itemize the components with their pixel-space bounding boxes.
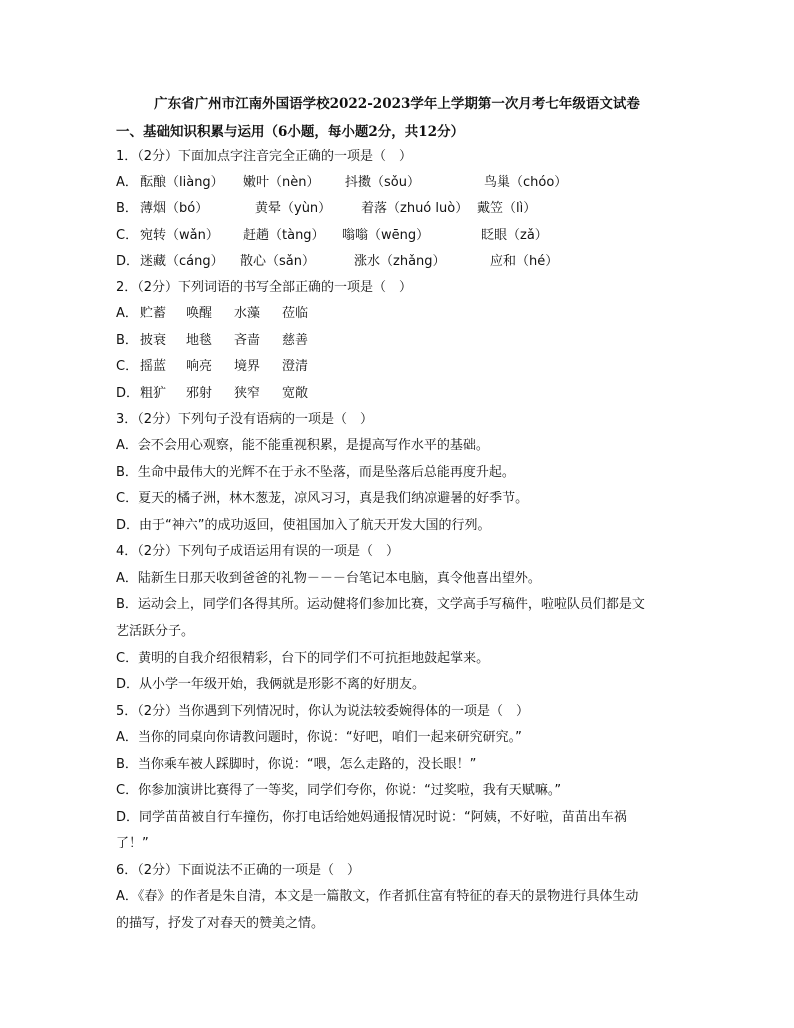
option-item: 酝酿（liàng）: [140, 175, 224, 190]
section-heading: 一、基础知识积累与运用（6小题，每小题2分，共12分）: [116, 124, 465, 140]
question-2-option-a[interactable]: [116, 305, 416, 323]
option-item: 嫩叶（nèn）: [243, 175, 320, 190]
option-item: 应和（hé）: [490, 254, 559, 269]
question-2-option-d[interactable]: [116, 385, 416, 403]
question-1-option-d[interactable]: [116, 253, 676, 271]
question-6-option-a-cont: 的描写，抒发了对春天的赞美之情。: [116, 916, 325, 931]
option-item: 抖擞（sǒu）: [345, 175, 420, 190]
option-item: 慈善: [282, 333, 309, 348]
question-3-option-a[interactable]: A．会不会用心观察，能不能重视积累，是提高写作水平的基础。: [116, 438, 489, 453]
option-item: 眨眼（zǎ）: [481, 228, 548, 243]
option-item: 薄烟（bó）: [140, 201, 209, 216]
option-item: 宽敞: [282, 386, 309, 401]
option-item: 澄清: [282, 359, 309, 374]
question-3-option-c[interactable]: C．夏天的橘子洲，林木葱茏，凉风习习，真是我们纳凉避暑的好季节。: [116, 491, 529, 506]
option-letter: D．: [116, 254, 140, 269]
option-item: 莅临: [282, 306, 309, 321]
question-4-stem: 4．（2分）下列句子成语运用有误的一项是（ ）: [116, 544, 400, 559]
option-item: 赶趟（tàng）: [243, 228, 325, 243]
option-letter: C．: [116, 359, 139, 374]
option-item: 散心（sǎn）: [240, 254, 315, 269]
exam-title: 广东省广州市江南外国语学校2022-2023学年上学期第一次月考七年级语文试卷: [154, 96, 640, 112]
question-1-stem: 1．（2分）下面加点字注音完全正确的一项是（ ）: [116, 149, 413, 164]
question-1-option-c[interactable]: [116, 227, 676, 245]
option-item: 戴笠（lì）: [477, 201, 537, 216]
option-item: 粗犷: [140, 386, 167, 401]
option-item: 地毯: [186, 333, 213, 348]
option-item: 嗡嗡（wēng）: [342, 228, 430, 243]
question-3-stem: 3．（2分）下列句子没有语病的一项是（ ）: [116, 412, 374, 427]
question-5-option-b[interactable]: B．当你乘车被人踩脚时，你说：“喂，怎么走路的，没长眼！”: [116, 757, 477, 772]
question-2-stem: 2．（2分）下列词语的书写全部正确的一项是（ ）: [116, 280, 413, 295]
question-4-option-b-cont: 艺活跃分子。: [116, 624, 195, 639]
option-item: 涨水（zhǎng）: [354, 254, 446, 269]
option-letter: B．: [116, 201, 138, 216]
option-letter: B．: [116, 333, 138, 348]
question-5-stem: 5．（2分）当你遇到下列情况时，你认为说法较委婉得体的一项是（ ）: [116, 704, 530, 719]
option-item: 邪射: [186, 386, 213, 401]
option-item: 唤醒: [186, 306, 213, 321]
option-item: 着落（zhuó luò）: [361, 201, 469, 216]
question-2-option-c[interactable]: [116, 358, 416, 376]
option-letter: A．: [116, 306, 138, 321]
question-1-option-b[interactable]: [116, 200, 676, 218]
question-5-option-a[interactable]: A．当你的同桌向你请教问题时，你说：“好吧，咱们一起来研究研究。”: [116, 730, 522, 745]
option-item: 迷藏（cáng）: [140, 254, 224, 269]
option-letter: D．: [116, 386, 140, 401]
option-letter: C．: [116, 228, 139, 243]
question-4-option-d[interactable]: D．从小学一年级开始，我俩就是形影不离的好朋友。: [116, 677, 426, 692]
option-item: 黄晕（yùn）: [255, 201, 332, 216]
question-5-option-c[interactable]: C．你参加演讲比赛得了一等奖，同学们夸你，你说：“过奖啦，我有天赋嘛。”: [116, 783, 562, 798]
question-3-option-b[interactable]: B．生命中最伟大的光辉不在于永不坠落，而是坠落后总能再度升起。: [116, 465, 515, 480]
question-6-stem: 6．（2分）下面说法不正确的一项是（ ）: [116, 863, 361, 878]
question-4-option-b[interactable]: B．运动会上，同学们各得其所。运动健将们参加比赛，文学高手写稿件，啦啦队员们都是文: [116, 597, 645, 612]
question-4-option-c[interactable]: C．黄明的自我介绍很精彩，台下的同学们不可抗拒地鼓起掌来。: [116, 651, 490, 666]
option-item: 披衰: [140, 333, 167, 348]
option-item: 宛转（wǎn）: [140, 228, 219, 243]
option-item: 吝啬: [234, 333, 261, 348]
option-item: 狭窄: [234, 386, 261, 401]
option-item: 鸟巢（chóo）: [484, 175, 568, 190]
question-5-option-d[interactable]: D．同学苗苗被自行车撞伤，你打电话给她妈通报情况时说：“阿姨，不好啦，苗苗出车祸: [116, 810, 627, 825]
option-item: 水藻: [234, 306, 261, 321]
question-4-option-a[interactable]: A．陆新生日那天收到爸爸的礼物－－－台笔记本电脑，真令他喜出望外。: [116, 571, 541, 586]
question-1-option-a[interactable]: [116, 174, 676, 192]
question-6-option-a[interactable]: A．《春》的作者是朱自清，本文是一篇散文，作者抓住富有特征的春天的景物进行具体生动: [116, 889, 639, 904]
option-item: 响亮: [186, 359, 213, 374]
option-item: 摇蓝: [140, 359, 167, 374]
option-item: 境界: [234, 359, 261, 374]
option-letter: A．: [116, 175, 138, 190]
question-5-option-d-cont: 了！”: [116, 836, 149, 851]
option-item: 贮蓄: [140, 306, 167, 321]
question-3-option-d[interactable]: D．由于“神六”的成功返回，使祖国加入了航天开发大国的行列。: [116, 518, 491, 533]
question-2-option-b[interactable]: [116, 332, 416, 350]
